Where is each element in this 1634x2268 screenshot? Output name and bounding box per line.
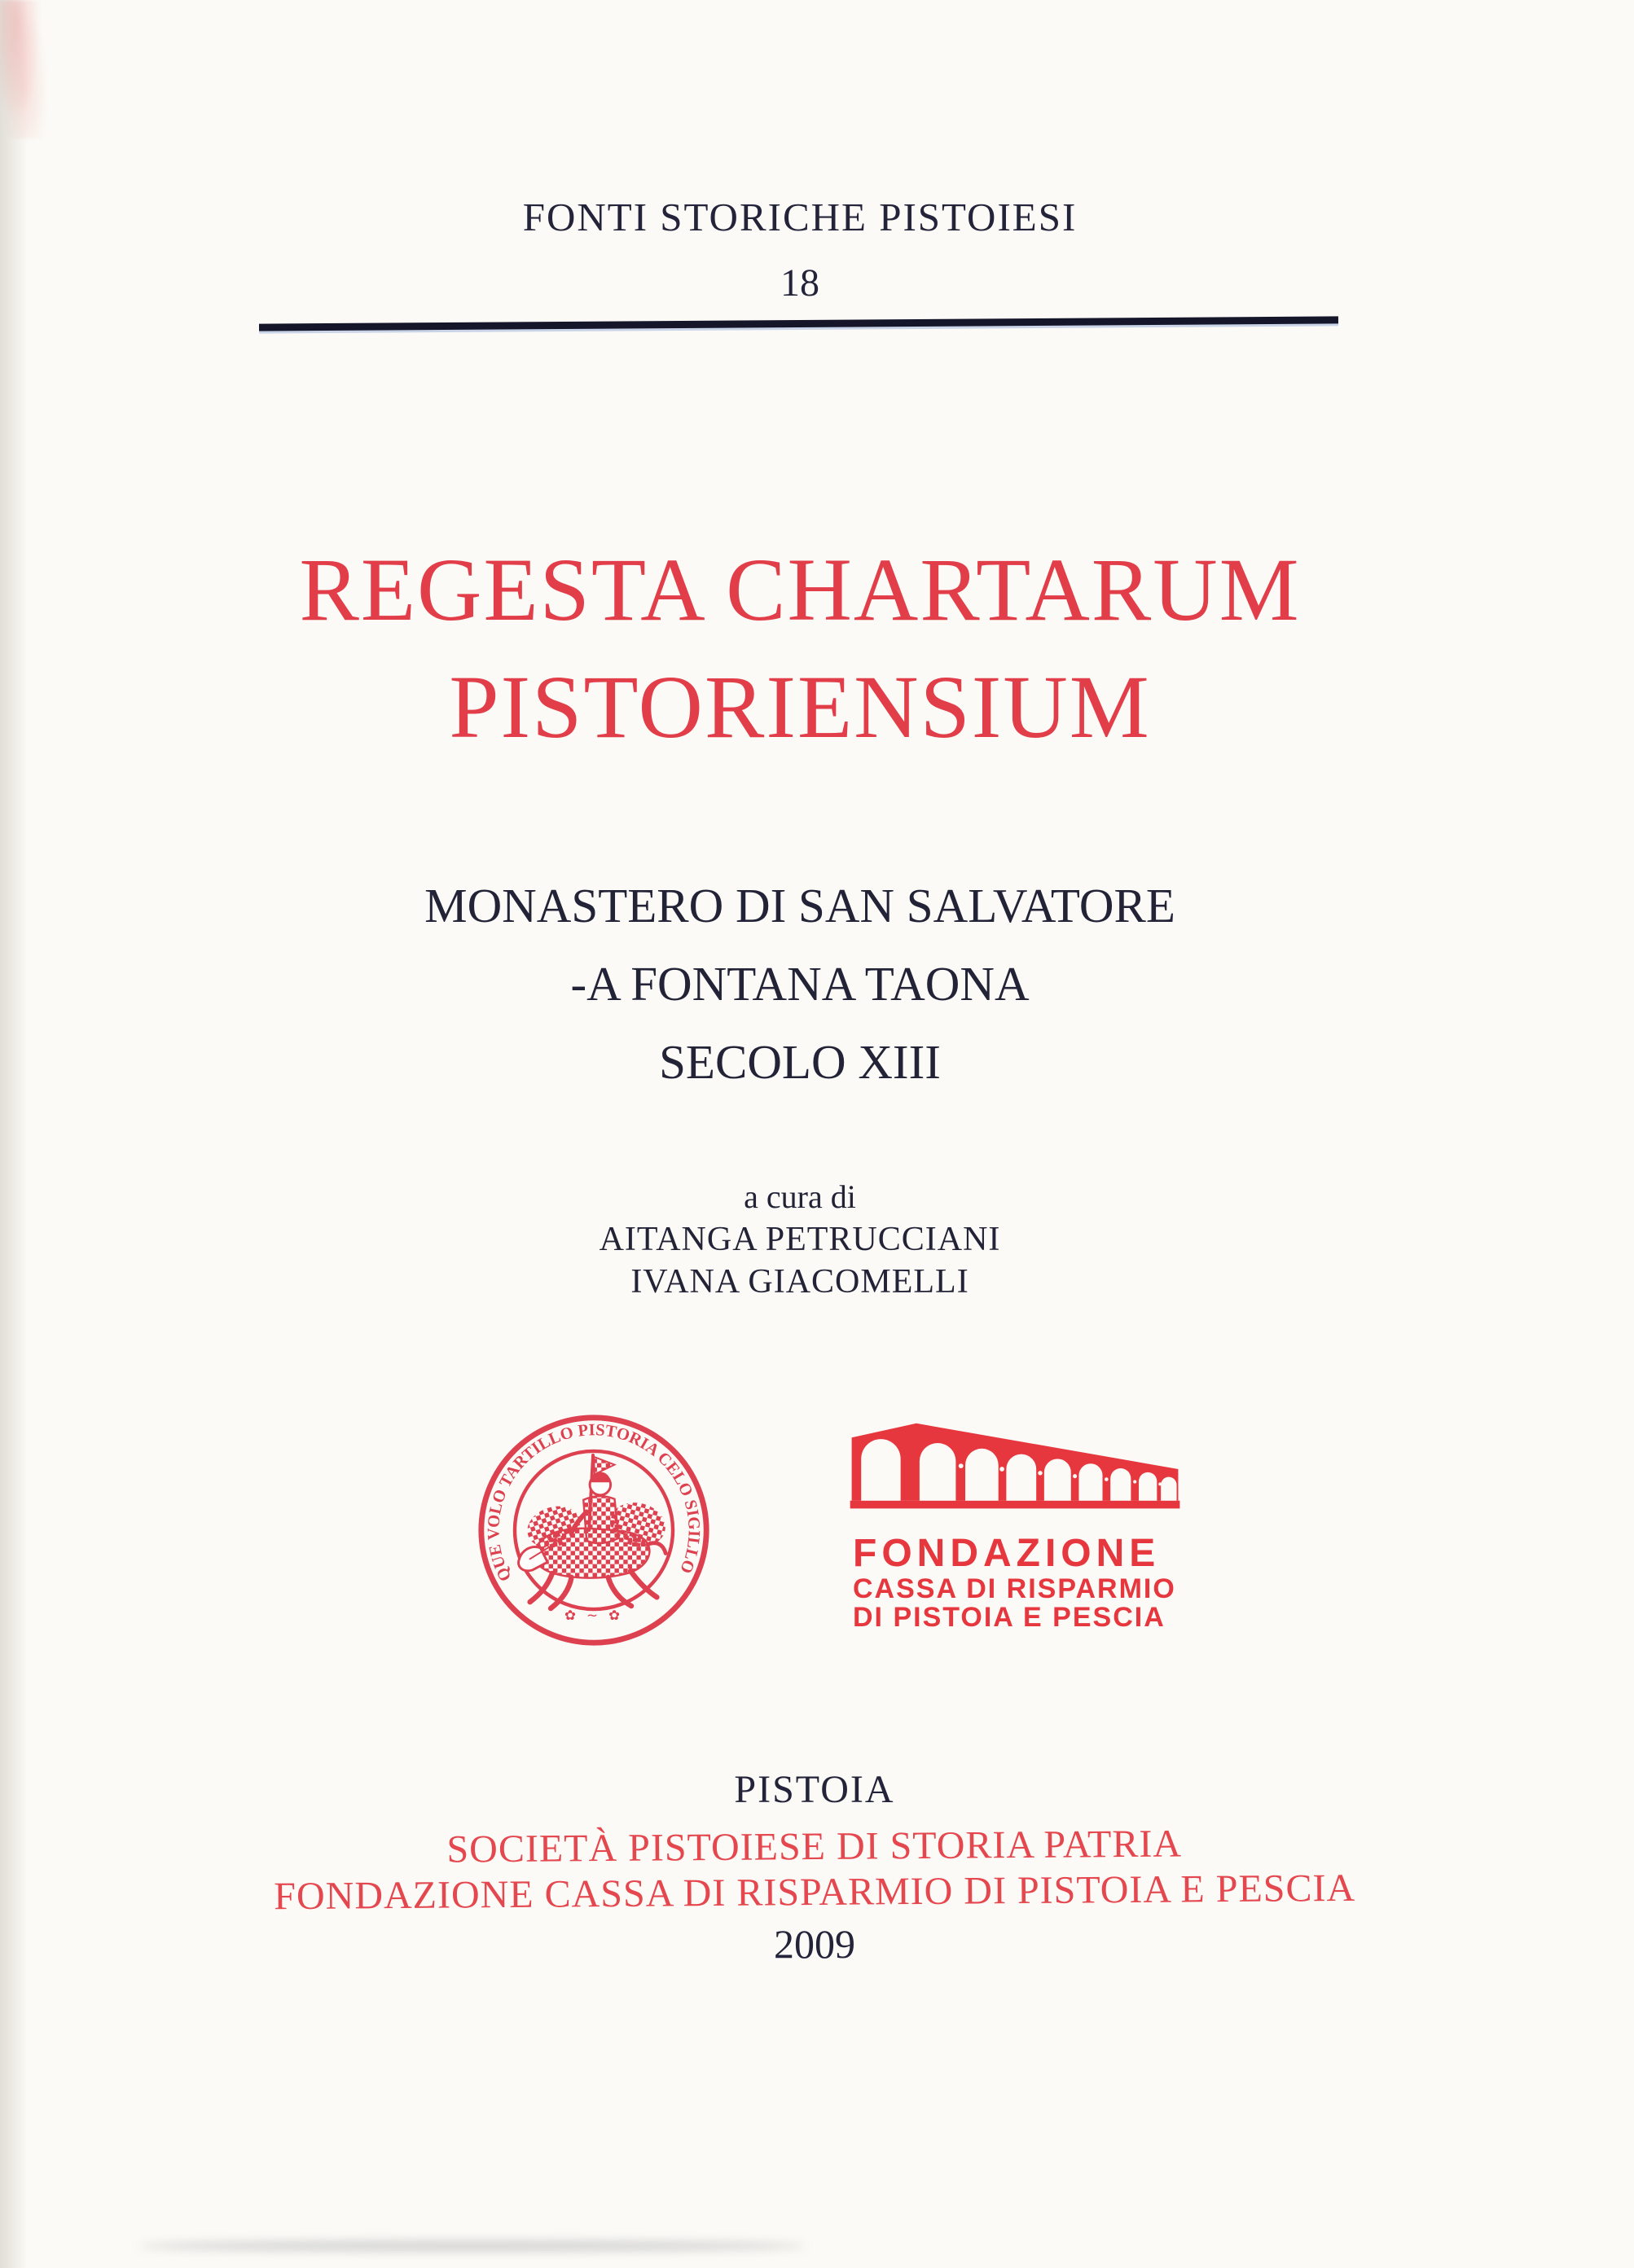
edited-by-label: a cura di (744, 1178, 856, 1215)
fondazione-wordmark (853, 1533, 1211, 1632)
fondazione-arcade-icon (847, 1419, 1184, 1518)
fondazione-wordmark-line-3: DI PISTOIA E PESCIA (853, 1602, 1166, 1633)
subtitle (0, 866, 1600, 1101)
main-title-line-2: PISTORIENSIUM (449, 657, 1151, 757)
fondazione-wordmark-line-2: CASSA DI RISPARMIO (853, 1573, 1176, 1604)
publisher-line: SOCIETÀ PISTOIESE DI STORIA PATRIA (446, 1822, 1183, 1871)
seal-inscription: QUE VOLO TARTILLO PISTORIA CELO SIGILLO (485, 1421, 703, 1585)
horizontal-rule (259, 316, 1338, 331)
editor-name: AITANGA PETRUCCIANI (599, 1221, 1001, 1258)
seal-ornament: ✿ ~ ✿ (564, 1607, 624, 1623)
subtitle-line-1: MONASTERO DI SAN SALVATORE (424, 879, 1175, 932)
publication-place: PISTOIA (734, 1768, 895, 1811)
scan-bottom-shadow (138, 2241, 806, 2251)
editors-block (0, 1218, 1600, 1303)
fondazione-wordmark-line-1: FONDAZIONE (853, 1532, 1161, 1575)
publication-year: 2009 (774, 1921, 855, 1967)
subtitle-line-3: SECOLO XIII (659, 1035, 941, 1089)
publisher-line: FONDAZIONE CASSA DI RISPARMIO DI PISTOIA E PESCIA (274, 1866, 1356, 1919)
series-number: 18 (780, 261, 819, 305)
knight-on-horseback-icon (519, 1455, 670, 1608)
scan-smudge (0, 0, 46, 138)
subtitle-line-2: -A FONTANA TAONA (570, 957, 1030, 1011)
main-title (0, 531, 1600, 766)
societa-pistoiese-seal-icon (474, 1410, 714, 1650)
main-title-line-1: REGESTA CHARTARUM (299, 540, 1301, 639)
publishers-block (0, 1818, 1629, 1922)
series-title: FONTI STORICHE PISTOIESI (522, 195, 1078, 239)
editor-name: IVANA GIACOMELLI (630, 1263, 969, 1301)
